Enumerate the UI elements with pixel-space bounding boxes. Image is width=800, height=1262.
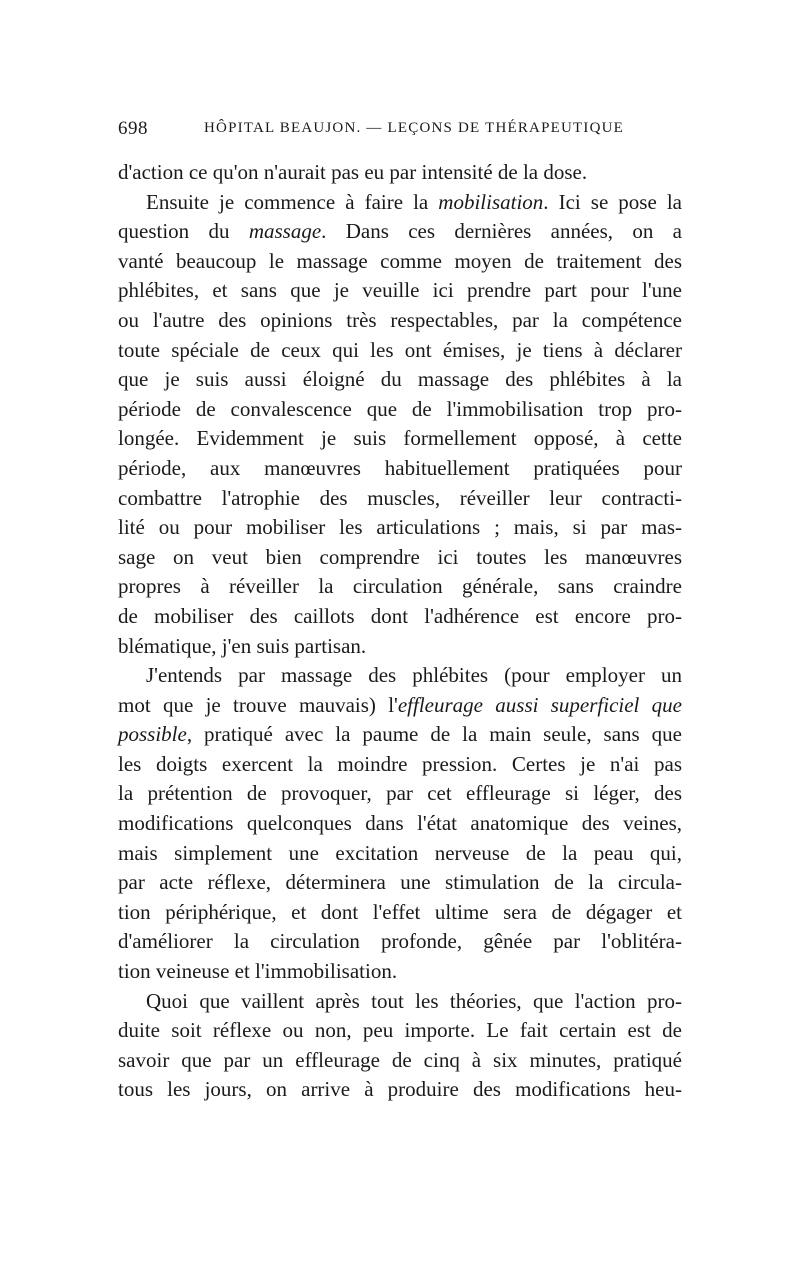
text-line: phlébites, et sans que je veuille ici prendre part pour l'une	[118, 278, 682, 303]
italic-term: mobilisation	[438, 189, 544, 214]
text-line: vanté beaucoup le massage comme moyen de traitement des	[118, 248, 682, 273]
text-line: lité ou pour mobiliser les articulations ; mais, si par mas-	[118, 515, 682, 540]
page-number: 698	[118, 118, 148, 139]
body-text	[118, 158, 682, 1105]
running-title: HÔPITAL BEAUJON. — LEÇONS DE THÉRAPEUTIQUE	[204, 120, 625, 136]
italic-term: effleurage aussi superficiel que	[397, 692, 682, 717]
text-line: longée. Evidemment je suis formellement opposé, à cette	[118, 426, 682, 451]
text-line: savoir que par un effleurage de cinq à six minutes, pratiqué	[118, 1047, 682, 1072]
page-header	[118, 118, 682, 144]
text-line: d'améliorer la circulation profonde, gênée par l'oblitéra-	[118, 929, 682, 954]
text-line: J'entends par massage des phlébites (pour employer un	[146, 663, 682, 688]
text-line: par acte réflexe, déterminera une stimulation de la circula-	[118, 870, 682, 895]
text-line: Ensuite je commence à faire la mobilisation. Ici se pose la	[146, 189, 682, 214]
text-line: mot que je trouve mauvais) l'effleurage aussi superficiel que	[118, 692, 682, 717]
text-line: modifications quelconques dans l'état anatomique des veines,	[118, 811, 682, 836]
text-line: la prétention de provoquer, par cet effleurage si léger, des	[118, 781, 682, 806]
text-line: tion veineuse et l'immobilisation.	[118, 959, 398, 984]
text-line: Quoi que vaillent après tout les théories, que l'action pro-	[146, 988, 682, 1013]
text-line: période, aux manœuvres habituellement pratiquées pour	[118, 455, 682, 480]
text-line: tion périphérique, et dont l'effet ultime sera de dégager et	[118, 899, 682, 924]
text-line: que je suis aussi éloigné du massage des phlébites à la	[118, 367, 682, 392]
text-line: duite soit réflexe ou non, peu importe. Le fait certain est de	[118, 1018, 682, 1043]
italic-term: possible	[118, 722, 187, 747]
text-line: possible, pratiqué avec la paume de la main seule, sans que	[118, 722, 682, 747]
text-line: les doigts exercent la moindre pression. Certes je n'ai pas	[118, 751, 682, 776]
text-line: sage on veut bien comprendre ici toutes les manœuvres	[118, 544, 682, 569]
italic-term: massage	[248, 219, 322, 244]
text-line: de mobiliser des caillots dont l'adhérence est encore pro-	[118, 603, 682, 628]
text-line: combattre l'atrophie des muscles, réveiller leur contracti-	[118, 485, 682, 510]
text-line: question du massage. Dans ces dernières années, on a	[118, 219, 682, 244]
text-line: blématique, j'en suis partisan.	[118, 633, 367, 658]
text-line: toute spéciale de ceux qui les ont émises, je tiens à déclarer	[118, 337, 682, 362]
text-line: d'action ce qu'on n'aurait pas eu par intensité de la dose.	[118, 160, 588, 184]
text-line: propres à réveiller la circulation générale, sans craindre	[118, 574, 682, 599]
text-line: tous les jours, on arrive à produire des modifications heu-	[118, 1077, 682, 1102]
text-line: mais simplement une excitation nerveuse de la peau qui,	[118, 840, 682, 865]
text-line: période de convalescence que de l'immobilisation trop pro-	[118, 396, 682, 421]
text-line: ou l'autre des opinions très respectables, par la compétence	[118, 307, 682, 332]
